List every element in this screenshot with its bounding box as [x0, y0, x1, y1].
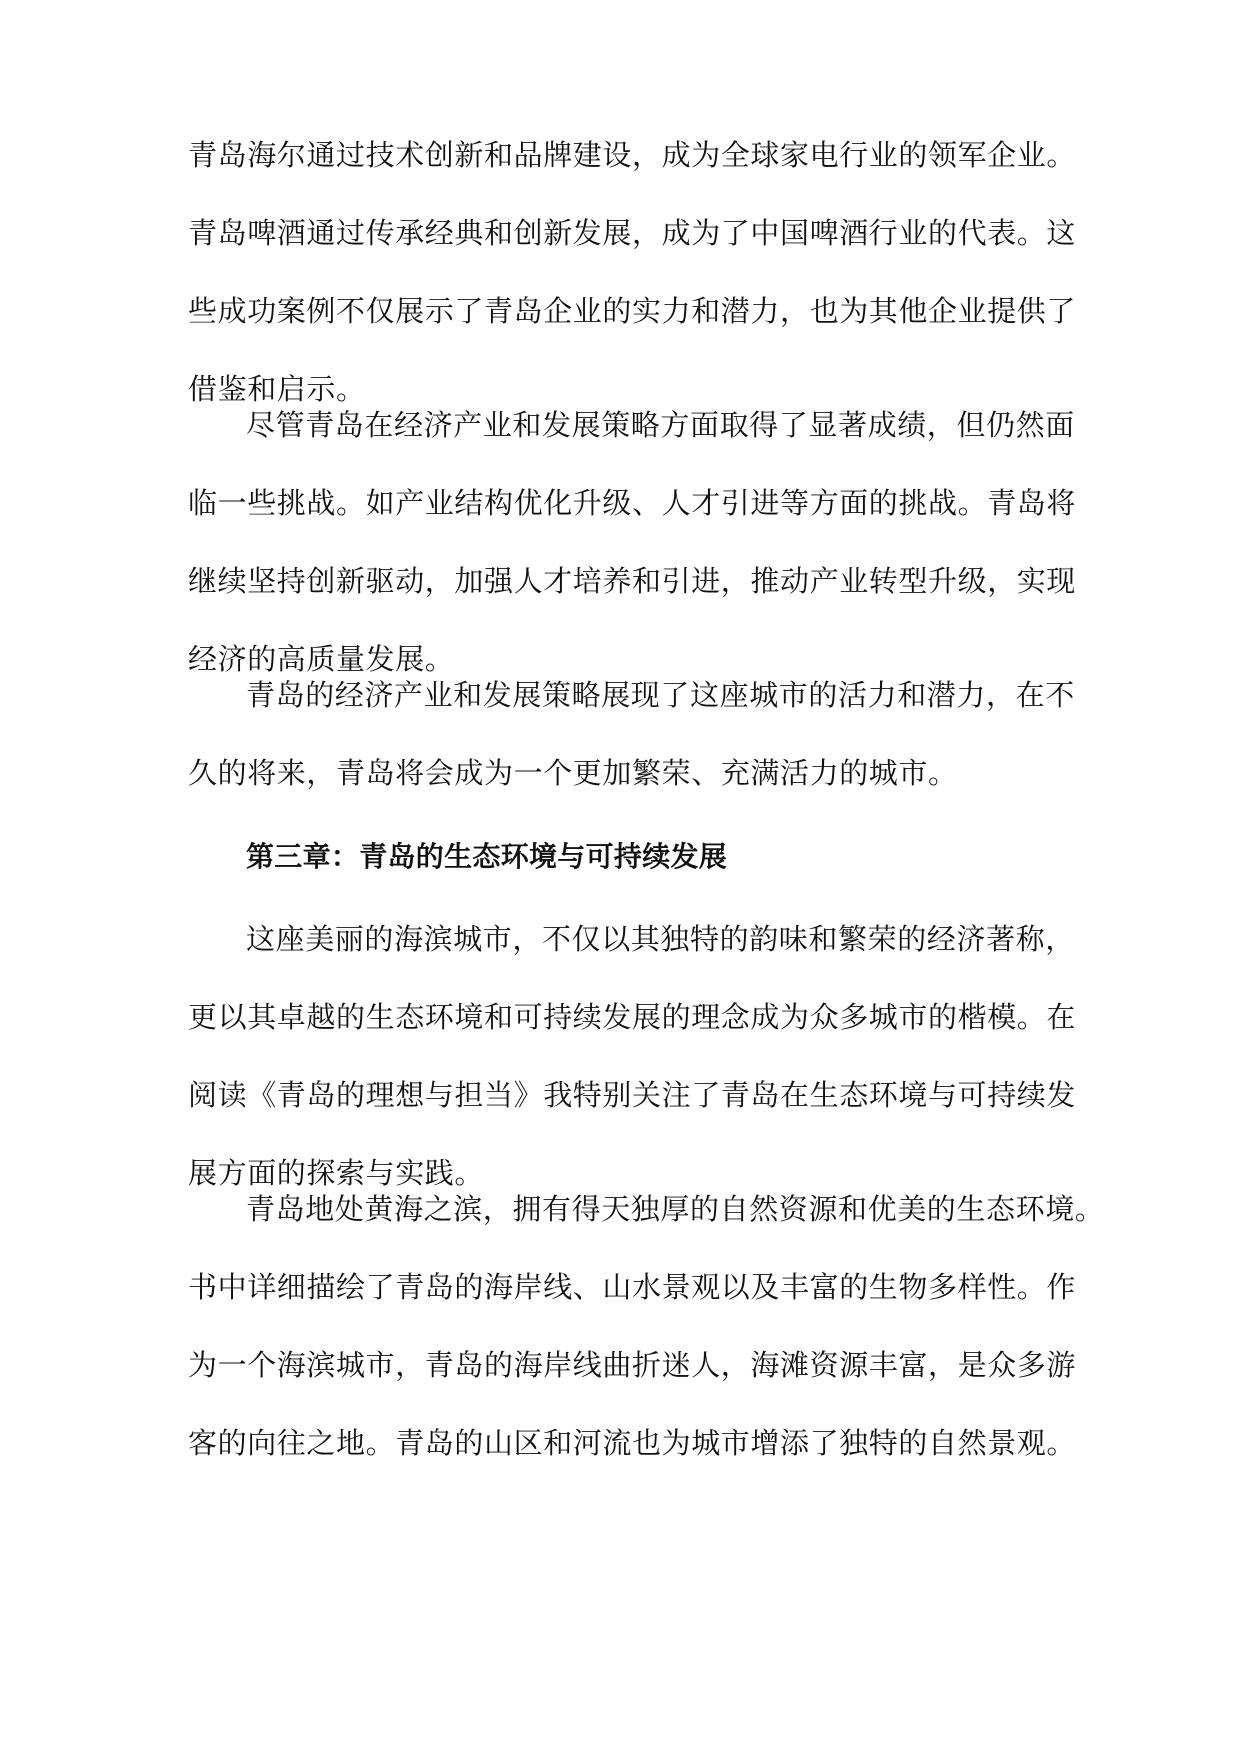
text-line: 书中详细描绘了青岛的海岸线、山水景观以及丰富的生物多样性。作	[188, 1270, 1077, 1304]
text-line: 经济的高质量发展。	[188, 642, 455, 676]
text-line: 阅读《青岛的理想与担当》我特别关注了青岛在生态环境与可持续发	[188, 1078, 1077, 1112]
paragraph-2	[188, 386, 1077, 698]
text-line: 青岛海尔通过技术创新和品牌建设，成为全球家电行业的领军企业。	[188, 138, 1077, 172]
paragraph-1	[188, 116, 1077, 428]
text-line: 为一个海滨城市，青岛的海岸线曲折迷人，海滩资源丰富，是众多游	[188, 1348, 1077, 1382]
text-line: 展方面的探索与实践。	[188, 1156, 485, 1190]
text-line: 客的向往之地。青岛的山区和河流也为城市增添了独特的自然景观。	[188, 1426, 1077, 1460]
text-line: 青岛啤酒通过传承经典和创新发展，成为了中国啤酒行业的代表。这	[188, 216, 1077, 250]
chapter-heading: 第三章：青岛的生态环境与可持续发展	[246, 840, 728, 873]
text-line: 更以其卓越的生态环境和可持续发展的理念成为众多城市的楷模。在	[188, 1000, 1077, 1034]
text-line: 尽管青岛在经济产业和发展策略方面取得了显著成绩，但仍然面	[246, 408, 1075, 442]
text-line: 青岛的经济产业和发展策略展现了这座城市的活力和潜力，在不	[246, 678, 1075, 712]
chapter-heading-block	[188, 818, 1068, 896]
text-line: 借鉴和启示。	[188, 372, 366, 406]
text-line: 继续坚持创新驱动，加强人才培养和引进，推动产业转型升级，实现	[188, 564, 1077, 598]
paragraph-5	[188, 1170, 1105, 1482]
paragraph-4	[188, 900, 1077, 1212]
text-line: 这座美丽的海滨城市，不仅以其独特的韵味和繁荣的经济著称，	[246, 922, 1075, 956]
text-line: 青岛地处黄海之滨，拥有得天独厚的自然资源和优美的生态环境。	[246, 1192, 1105, 1226]
paragraph-3	[188, 656, 1075, 812]
text-line: 久的将来，青岛将会成为一个更加繁荣、充满活力的城市。	[188, 756, 958, 790]
text-line: 些成功案例不仅展示了青岛企业的实力和潜力，也为其他企业提供了	[188, 294, 1077, 328]
text-line: 临一些挑战。如产业结构优化升级、人才引进等方面的挑战。青岛将	[188, 486, 1077, 520]
